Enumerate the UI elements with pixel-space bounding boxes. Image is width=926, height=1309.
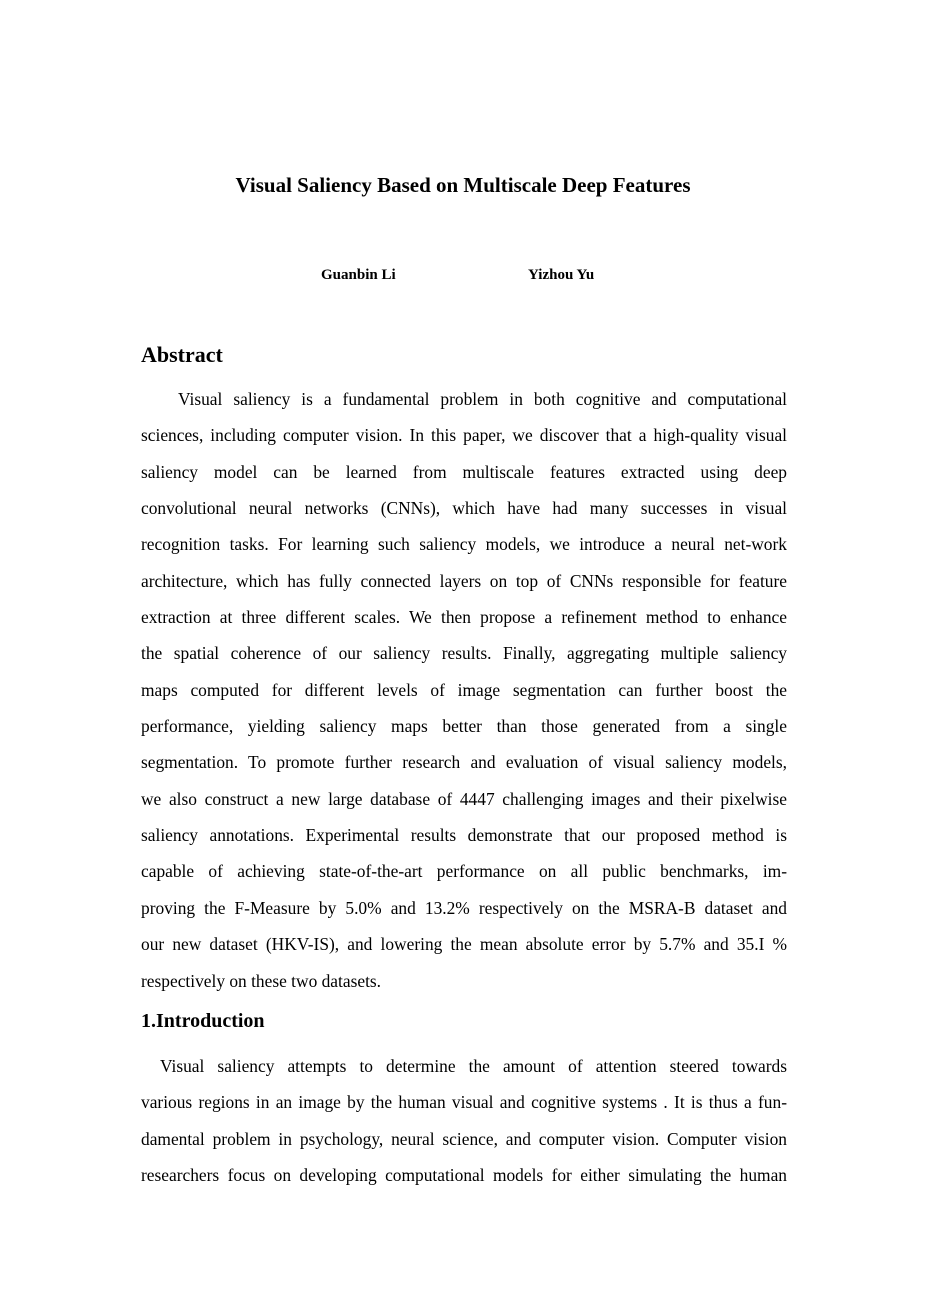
text-line: performance, yielding saliency maps better than those generated from a single	[141, 716, 787, 737]
introduction-heading: 1.Introduction	[141, 1010, 265, 1032]
text-line: architecture, which has fully connected layers on top of CNNs responsible for feature	[141, 570, 787, 591]
text-line: our new dataset (HKV-IS), and lowering the mean absolute error by 5.7% and 35.I %	[141, 934, 787, 955]
text-line: maps computed for different levels of image segmentation can further boost the	[141, 679, 787, 700]
paper-title: Visual Saliency Based on Multiscale Deep Features	[235, 173, 691, 197]
text-line: segmentation. To promote further research and evaluation of visual saliency models,	[141, 752, 787, 773]
text-line: convolutional neural networks (CNNs), which have had many successes in visual	[141, 498, 787, 519]
text-line: extraction at three different scales. We then propose a refinement method to enhance	[141, 607, 787, 628]
text-line: various regions in an image by the human visual and cognitive systems . It is thus a fun-	[141, 1092, 787, 1113]
author-name: Yizhou Yu	[528, 267, 595, 283]
introduction-paragraph	[141, 1048, 787, 1193]
text-line: damental problem in psychology, neural science, and computer vision. Computer vision	[141, 1128, 787, 1149]
abstract-heading: Abstract	[141, 342, 223, 367]
text-line: respectively on these two datasets.	[141, 970, 382, 991]
author-name: Guanbin Li	[321, 267, 396, 283]
text-line: researchers focus on developing computational models for either simulating the human	[141, 1165, 787, 1186]
text-line: proving the F-Measure by 5.0% and 13.2% respectively on the MSRA-B dataset and	[141, 897, 787, 918]
text-line: saliency annotations. Experimental results demonstrate that our proposed method is	[141, 825, 787, 846]
text-line: recognition tasks. For learning such saliency models, we introduce a neural net-work	[141, 534, 787, 555]
text-line: Visual saliency is a fundamental problem in both cognitive and computational	[178, 389, 787, 409]
text-line: sciences, including computer vision. In this paper, we discover that a high-quality visual	[141, 425, 787, 446]
abstract-paragraph	[141, 381, 787, 999]
text-line: capable of achieving state-of-the-art performance on all public benchmarks, im-	[141, 861, 787, 882]
text-line: saliency model can be learned from multiscale features extracted using deep	[141, 461, 787, 482]
text-line: the spatial coherence of our saliency results. Finally, aggregating multiple saliency	[141, 643, 787, 664]
text-line: Visual saliency attempts to determine the amount of attention steered towards	[160, 1056, 787, 1076]
text-line: we also construct a new large database of 4447 challenging images and their pixelwise	[141, 788, 787, 809]
